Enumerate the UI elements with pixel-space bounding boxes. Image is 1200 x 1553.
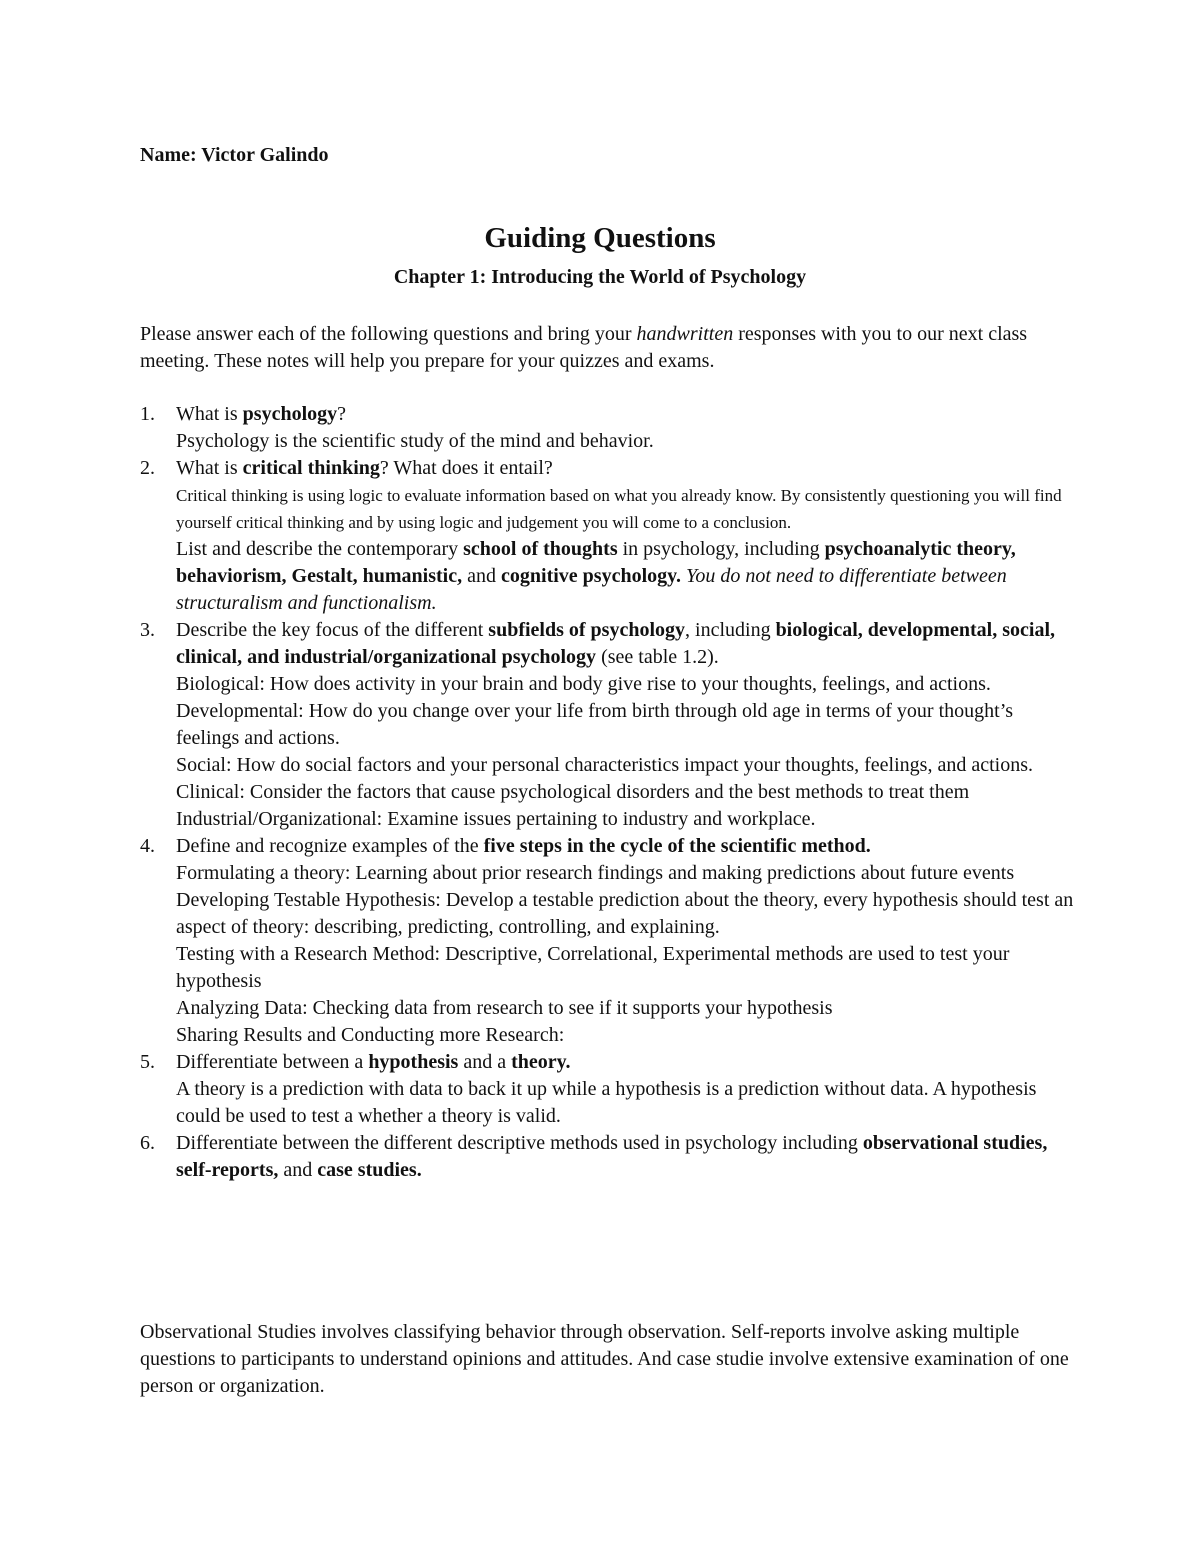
question-text-part: and a	[458, 1051, 512, 1073]
answer-text: Psychology is the scientific study of the mind and behavior.	[176, 430, 654, 452]
question-1	[140, 401, 1080, 455]
questions-list	[140, 401, 1080, 1184]
question-number: 6.	[140, 1132, 155, 1154]
followup-text-part: List and describe the contemporary	[176, 538, 464, 560]
question-3	[140, 617, 1080, 833]
question-text-part: What is	[176, 457, 243, 479]
answer-social: Social: How do social factors and your personal characteristics impact your thoughts, feelings, and actions.	[176, 754, 1033, 776]
question-term: theory.	[511, 1051, 571, 1073]
question-text-part: Define and recognize examples of the	[176, 835, 484, 857]
question-term: hypothesis	[368, 1051, 459, 1073]
question-term: subfields of psychology	[488, 619, 686, 641]
instructions-emphasis: handwritten	[636, 323, 734, 345]
question-text-part: , including	[685, 619, 776, 641]
answer-biological: Biological: How does activity in your brain and body give rise to your thoughts, feelings, and actions.	[176, 673, 991, 695]
question-2	[140, 455, 1080, 617]
instructions-text-1: Please answer each of the following questions and bring your	[140, 323, 637, 345]
instructions-paragraph	[140, 321, 1080, 375]
question-5	[140, 1049, 1080, 1130]
document-title: Guiding Questions	[484, 222, 716, 254]
question-text	[176, 401, 1080, 428]
question-text-part: and	[278, 1159, 318, 1181]
answer-clinical: Clinical: Consider the factors that cause psychological disorders and the best methods to treat them	[176, 781, 970, 803]
question-text-part: (see table 1.2).	[596, 646, 719, 668]
answer-industrial: Industrial/Organizational: Examine issues pertaining to industry and workplace.	[176, 808, 816, 830]
question-term: case studies.	[317, 1159, 422, 1181]
question-number: 2.	[140, 457, 155, 479]
question-text	[176, 1049, 1080, 1076]
answer-step-1: Formulating a theory: Learning about prior research findings and making predictions about future events	[176, 862, 1015, 884]
question-number: 1.	[140, 403, 155, 425]
followup-note: You do not need to differentiate between structuralism and functionalism.	[176, 565, 1007, 614]
question-text	[176, 455, 1080, 482]
followup-term: school of thoughts	[463, 538, 618, 560]
question-6	[140, 1130, 1080, 1184]
question-text-part: Differentiate between the different descriptive methods used in psychology including	[176, 1132, 863, 1154]
question-text-part: What is	[176, 403, 243, 425]
instructions-text-2: responses with you to our next class meeting. These notes will help you prepare for your quizzes and exams.	[140, 323, 1028, 372]
followup-text-part: and	[462, 565, 502, 587]
answer-step-2: Developing Testable Hypothesis: Develop a testable prediction about the theory, every hypothesis should test an aspect of theory: describing, predicting, controlling, and explaining.	[176, 889, 1074, 938]
question-text	[176, 833, 1080, 860]
question-number: 3.	[140, 619, 155, 641]
question-4	[140, 833, 1080, 1049]
question-text	[176, 1130, 1080, 1184]
question-number: 4.	[140, 835, 155, 857]
question-text-part: Differentiate between a	[176, 1051, 369, 1073]
answer-step-5: Sharing Results and Conducting more Research:	[176, 1024, 565, 1046]
answer-text: A theory is a prediction with data to back it up while a hypothesis is a prediction without data. A hypothesis could be used to test a whether a theory is valid.	[176, 1078, 1037, 1127]
question-term: critical thinking	[242, 457, 380, 479]
chapter-heading: Chapter 1: Introducing the World of Psychology	[393, 266, 807, 288]
question-term: psychology	[242, 403, 338, 425]
question-number: 5.	[140, 1051, 155, 1073]
closing-answer: Observational Studies involves classifying behavior through observation. Self-reports involve asking multiple questions to participants to understand opinions and attitudes. And case studie involve extensive examination of one person or organization.	[140, 1321, 1069, 1397]
answer-text: Critical thinking is using logic to evaluate information based on what you already know. By consistently questioning you will find yourself critical thinking and by using logic and judgement you will come to a conclusion.	[176, 486, 1062, 532]
followup-text-part: in psychology, including	[617, 538, 825, 560]
followup-term: psychoanalytic theory, behaviorism, Gestalt, humanistic,	[176, 538, 1016, 587]
answer-step-4: Analyzing Data: Checking data from research to see if it supports your hypothesis	[176, 997, 833, 1019]
student-name: Name: Victor Galindo	[140, 144, 329, 166]
answer-step-3: Testing with a Research Method: Descriptive, Correlational, Experimental methods are used to test your hypothesis	[176, 943, 1010, 992]
question-text-part: ? What does it entail?	[379, 457, 553, 479]
followup-term: cognitive psychology.	[501, 565, 682, 587]
question-text-part: Describe the key focus of the different	[176, 619, 489, 641]
answer-developmental: Developmental: How do you change over your life from birth through old age in terms of your thought’s feelings and actions.	[176, 700, 1014, 749]
question-term: observational studies, self-reports,	[176, 1132, 1048, 1181]
question-term: five steps in the cycle of the scientific method.	[483, 835, 871, 857]
question-term: biological, developmental, social, clinical, and industrial/organizational psychology	[176, 619, 1055, 668]
followup-question	[176, 536, 1080, 617]
question-text-part: ?	[337, 403, 347, 425]
question-text	[176, 617, 1080, 671]
